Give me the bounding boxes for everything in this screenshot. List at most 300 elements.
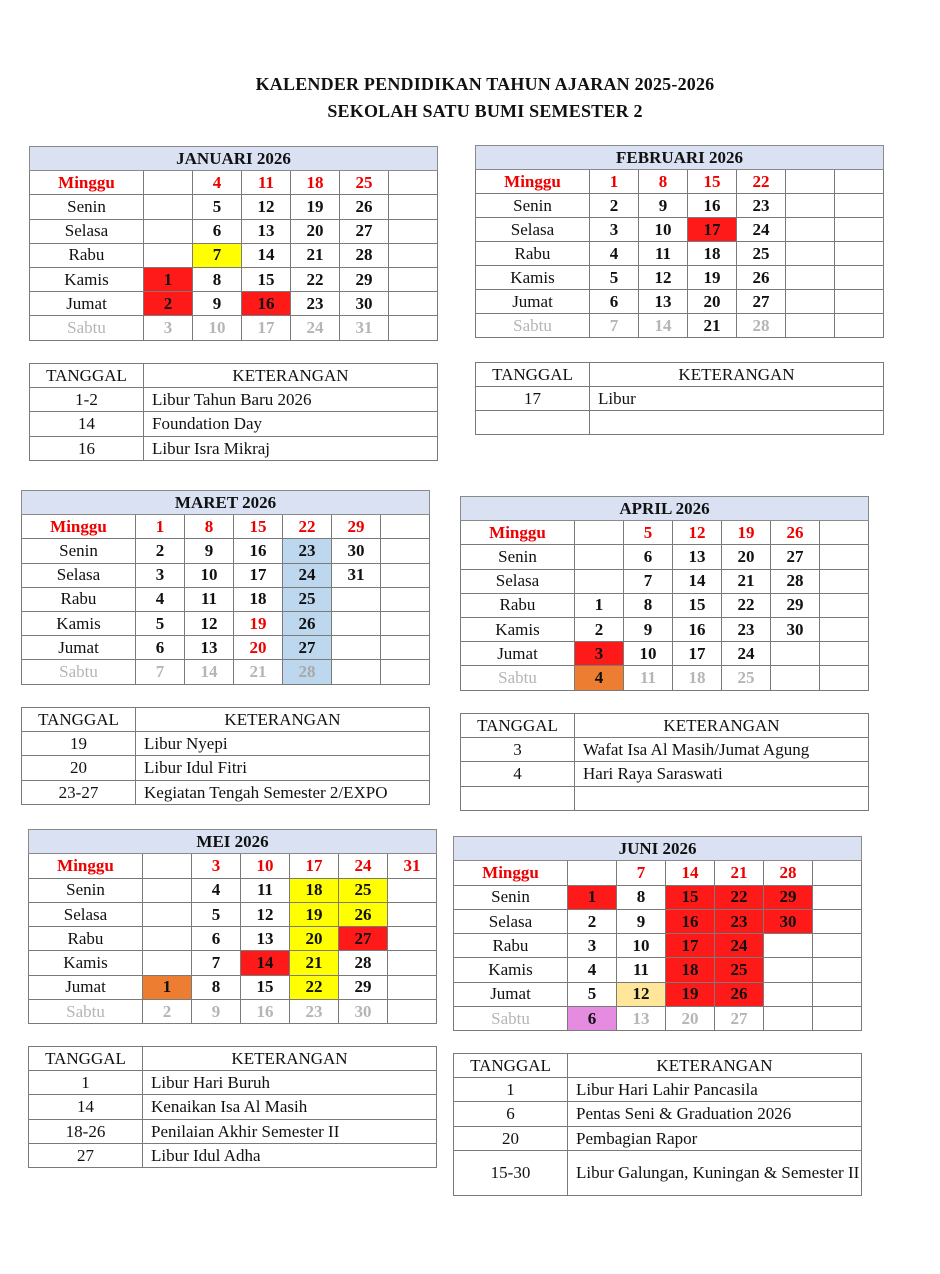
legend-row	[476, 387, 884, 411]
date-cell: 19	[291, 195, 340, 219]
week-row-senin	[454, 885, 862, 909]
date-cell: 25	[737, 242, 786, 266]
date-cell: 15	[241, 975, 290, 999]
date-cell	[143, 951, 192, 975]
date-cell: 13	[242, 219, 291, 243]
date-cell: 23	[737, 194, 786, 218]
date-cell	[144, 219, 193, 243]
date-cell	[820, 569, 869, 593]
legend-date	[461, 786, 575, 810]
date-cell	[835, 170, 884, 194]
date-cell: 27	[737, 290, 786, 314]
date-cell: 1	[143, 975, 192, 999]
week-row-rabu	[30, 243, 438, 267]
date-cell: 30	[332, 539, 381, 563]
date-cell: 19	[234, 611, 283, 635]
date-cell: 28	[771, 569, 820, 593]
date-cell: 6	[568, 1007, 617, 1031]
date-cell: 17	[290, 854, 339, 878]
date-cell: 23	[291, 292, 340, 316]
day-name-selasa: Selasa	[22, 563, 136, 587]
legend-row	[461, 738, 869, 762]
date-cell: 18	[688, 242, 737, 266]
legend-date: 23-27	[22, 780, 136, 804]
day-name-senin: Senin	[29, 878, 143, 902]
date-cell: 16	[688, 194, 737, 218]
legend-row	[29, 1095, 437, 1119]
date-cell: 7	[590, 314, 639, 338]
date-cell: 27	[715, 1007, 764, 1031]
date-cell	[388, 951, 437, 975]
date-cell: 3	[590, 218, 639, 242]
date-cell	[389, 243, 438, 267]
date-cell: 8	[624, 593, 673, 617]
week-row-kamis	[22, 611, 430, 635]
legend-date: 1-2	[30, 388, 144, 412]
legend-row	[30, 436, 438, 460]
date-cell: 15	[688, 170, 737, 194]
legend-description: Pembagian Rapor	[568, 1126, 862, 1150]
legend-date: 20	[454, 1126, 568, 1150]
legend-date: 4	[461, 762, 575, 786]
legend-description: Pentas Seni & Graduation 2026	[568, 1102, 862, 1126]
day-name-kamis: Kamis	[476, 266, 590, 290]
date-cell: 29	[764, 885, 813, 909]
date-cell: 10	[639, 218, 688, 242]
date-cell: 7	[192, 951, 241, 975]
date-cell	[835, 266, 884, 290]
date-cell	[771, 642, 820, 666]
week-row-jumat	[22, 636, 430, 660]
day-name-kamis: Kamis	[454, 958, 568, 982]
legend-header-date: TANGGAL	[22, 708, 136, 732]
date-cell: 23	[290, 1000, 339, 1024]
date-cell: 12	[185, 611, 234, 635]
date-cell: 22	[283, 515, 332, 539]
date-cell: 26	[771, 521, 820, 545]
day-name-rabu: Rabu	[476, 242, 590, 266]
legend-description: Libur Nyepi	[136, 732, 430, 756]
week-row-senin	[461, 545, 869, 569]
date-cell: 25	[340, 171, 389, 195]
legend-header-date: TANGGAL	[461, 714, 575, 738]
legend-date: 18-26	[29, 1119, 143, 1143]
date-cell	[786, 314, 835, 338]
legend-row	[29, 1119, 437, 1143]
week-row-selasa	[22, 563, 430, 587]
week-row-jumat	[454, 982, 862, 1006]
week-row-sabtu	[30, 316, 438, 340]
date-cell: 23	[722, 617, 771, 641]
day-name-jumat: Jumat	[454, 982, 568, 1006]
date-cell: 13	[185, 636, 234, 660]
day-name-senin: Senin	[476, 194, 590, 218]
legend-date: 17	[476, 387, 590, 411]
week-row-jumat	[30, 292, 438, 316]
date-cell: 11	[185, 587, 234, 611]
week-row-kamis	[30, 267, 438, 291]
month-calendar-mei	[28, 829, 437, 1024]
date-cell: 27	[340, 219, 389, 243]
date-cell: 16	[673, 617, 722, 641]
date-cell: 26	[339, 902, 388, 926]
legend-header-date: TANGGAL	[29, 1047, 143, 1071]
date-cell: 6	[136, 636, 185, 660]
legend-header-desc: KETERANGAN	[144, 364, 438, 388]
month-title: MEI 2026	[29, 830, 437, 854]
date-cell	[786, 218, 835, 242]
date-cell	[813, 934, 862, 958]
date-cell: 26	[283, 611, 332, 635]
date-cell: 26	[340, 195, 389, 219]
date-cell	[388, 975, 437, 999]
date-cell: 29	[340, 267, 389, 291]
legend-date: 3	[461, 738, 575, 762]
page-subtitle: SEKOLAH SATU BUMI SEMESTER 2	[327, 101, 643, 121]
date-cell	[388, 878, 437, 902]
date-cell: 19	[290, 902, 339, 926]
date-cell: 11	[617, 958, 666, 982]
week-row-kamis	[476, 266, 884, 290]
date-cell: 11	[242, 171, 291, 195]
week-row-minggu	[22, 515, 430, 539]
week-row-sabtu	[461, 666, 869, 690]
date-cell: 28	[764, 861, 813, 885]
legend-date: 20	[22, 756, 136, 780]
day-name-rabu: Rabu	[461, 593, 575, 617]
date-cell: 21	[290, 951, 339, 975]
day-name-minggu: Minggu	[30, 171, 144, 195]
date-cell	[813, 909, 862, 933]
day-name-jumat: Jumat	[476, 290, 590, 314]
day-name-sabtu: Sabtu	[22, 660, 136, 684]
week-row-sabtu	[22, 660, 430, 684]
date-cell	[771, 666, 820, 690]
day-name-rabu: Rabu	[29, 927, 143, 951]
date-cell: 20	[234, 636, 283, 660]
week-row-minggu	[454, 861, 862, 885]
legend-description: Libur Idul Fitri	[136, 756, 430, 780]
date-cell	[388, 902, 437, 926]
week-row-sabtu	[476, 314, 884, 338]
date-cell: 17	[688, 218, 737, 242]
legend-date: 1	[29, 1071, 143, 1095]
date-cell	[813, 982, 862, 1006]
date-cell: 24	[283, 563, 332, 587]
date-cell: 2	[575, 617, 624, 641]
legend-description: Libur Galungan, Kuningan & Semester II	[568, 1150, 862, 1195]
day-name-senin: Senin	[30, 195, 144, 219]
legend-description: Kegiatan Tengah Semester 2/EXPO	[136, 780, 430, 804]
date-cell: 6	[624, 545, 673, 569]
date-cell: 19	[722, 521, 771, 545]
legend-header-desc: KETERANGAN	[143, 1047, 437, 1071]
date-cell: 20	[290, 927, 339, 951]
date-cell	[820, 593, 869, 617]
legend-row	[454, 1126, 862, 1150]
date-cell: 3	[136, 563, 185, 587]
month-title: FEBRUARI 2026	[476, 146, 884, 170]
legend-description: Foundation Day	[144, 412, 438, 436]
date-cell: 25	[715, 958, 764, 982]
day-name-sabtu: Sabtu	[454, 1007, 568, 1031]
date-cell: 3	[575, 642, 624, 666]
date-cell: 22	[715, 885, 764, 909]
date-cell: 4	[575, 666, 624, 690]
date-cell: 1	[136, 515, 185, 539]
date-cell	[144, 171, 193, 195]
date-cell: 22	[737, 170, 786, 194]
date-cell: 12	[639, 266, 688, 290]
week-row-kamis	[454, 958, 862, 982]
legend-row	[454, 1078, 862, 1102]
date-cell	[813, 861, 862, 885]
legend-description	[575, 786, 869, 810]
date-cell	[332, 587, 381, 611]
date-cell: 25	[722, 666, 771, 690]
date-cell: 1	[568, 885, 617, 909]
date-cell: 14	[241, 951, 290, 975]
date-cell	[575, 521, 624, 545]
legend-description: Libur Hari Buruh	[143, 1071, 437, 1095]
date-cell	[820, 666, 869, 690]
date-cell: 27	[339, 927, 388, 951]
day-name-sabtu: Sabtu	[461, 666, 575, 690]
week-row-minggu	[461, 521, 869, 545]
week-row-selasa	[454, 909, 862, 933]
legend-header-date: TANGGAL	[30, 364, 144, 388]
date-cell	[143, 902, 192, 926]
legend-table-maret	[21, 707, 430, 805]
date-cell: 11	[639, 242, 688, 266]
date-cell: 30	[340, 292, 389, 316]
date-cell: 15	[234, 515, 283, 539]
date-cell: 5	[590, 266, 639, 290]
legend-date	[476, 411, 590, 435]
legend-header-desc: KETERANGAN	[136, 708, 430, 732]
date-cell: 1	[590, 170, 639, 194]
date-cell: 7	[624, 569, 673, 593]
date-cell: 9	[192, 1000, 241, 1024]
legend-description: Libur	[590, 387, 884, 411]
date-cell	[813, 885, 862, 909]
legend-table-mei	[28, 1046, 437, 1168]
date-cell: 20	[722, 545, 771, 569]
date-cell: 28	[340, 243, 389, 267]
date-cell: 2	[136, 539, 185, 563]
legend-header-date: TANGGAL	[476, 363, 590, 387]
date-cell: 11	[241, 878, 290, 902]
date-cell: 7	[136, 660, 185, 684]
week-row-minggu	[29, 854, 437, 878]
week-row-rabu	[476, 242, 884, 266]
date-cell: 18	[290, 878, 339, 902]
date-cell: 29	[771, 593, 820, 617]
date-cell: 25	[283, 587, 332, 611]
date-cell: 19	[666, 982, 715, 1006]
week-row-jumat	[461, 642, 869, 666]
date-cell	[389, 171, 438, 195]
date-cell: 14	[242, 243, 291, 267]
date-cell: 15	[673, 593, 722, 617]
week-row-selasa	[30, 219, 438, 243]
day-name-jumat: Jumat	[22, 636, 136, 660]
day-name-sabtu: Sabtu	[29, 1000, 143, 1024]
day-name-senin: Senin	[22, 539, 136, 563]
legend-row	[29, 1071, 437, 1095]
date-cell: 12	[617, 982, 666, 1006]
legend-date: 19	[22, 732, 136, 756]
legend-row	[454, 1102, 862, 1126]
date-cell: 18	[291, 171, 340, 195]
legend-date: 14	[30, 412, 144, 436]
date-cell: 22	[291, 267, 340, 291]
date-cell	[381, 611, 430, 635]
legend-table-juni	[453, 1053, 862, 1196]
date-cell: 24	[715, 934, 764, 958]
legend-row	[461, 762, 869, 786]
date-cell: 9	[185, 539, 234, 563]
date-cell: 1	[575, 593, 624, 617]
legend-header-desc: KETERANGAN	[568, 1054, 862, 1078]
date-cell: 26	[715, 982, 764, 1006]
month-calendar-januari	[29, 146, 438, 341]
date-cell: 29	[332, 515, 381, 539]
date-cell: 28	[283, 660, 332, 684]
day-name-minggu: Minggu	[29, 854, 143, 878]
legend-date: 15-30	[454, 1150, 568, 1195]
date-cell: 7	[193, 243, 242, 267]
date-cell	[764, 958, 813, 982]
date-cell	[786, 242, 835, 266]
date-cell: 31	[340, 316, 389, 340]
date-cell	[381, 660, 430, 684]
date-cell	[389, 267, 438, 291]
legend-row	[454, 1150, 862, 1195]
date-cell: 18	[234, 587, 283, 611]
date-cell: 21	[291, 243, 340, 267]
date-cell	[835, 314, 884, 338]
month-calendar-februari	[475, 145, 884, 338]
date-cell: 8	[192, 975, 241, 999]
week-row-selasa	[29, 902, 437, 926]
date-cell	[381, 515, 430, 539]
week-row-sabtu	[454, 1007, 862, 1031]
month-title: JANUARI 2026	[30, 147, 438, 171]
week-row-rabu	[22, 587, 430, 611]
week-row-senin	[22, 539, 430, 563]
day-name-rabu: Rabu	[30, 243, 144, 267]
date-cell: 23	[715, 909, 764, 933]
legend-table-januari	[29, 363, 438, 461]
date-cell: 9	[624, 617, 673, 641]
date-cell: 21	[715, 861, 764, 885]
date-cell: 20	[688, 290, 737, 314]
date-cell: 13	[617, 1007, 666, 1031]
date-cell: 3	[568, 934, 617, 958]
date-cell: 17	[673, 642, 722, 666]
legend-description: Wafat Isa Al Masih/Jumat Agung	[575, 738, 869, 762]
date-cell: 2	[143, 1000, 192, 1024]
legend-row	[461, 786, 869, 810]
date-cell: 20	[291, 219, 340, 243]
week-row-senin	[29, 878, 437, 902]
date-cell: 20	[666, 1007, 715, 1031]
date-cell: 31	[388, 854, 437, 878]
day-name-selasa: Selasa	[29, 902, 143, 926]
week-row-rabu	[461, 593, 869, 617]
week-row-minggu	[476, 170, 884, 194]
date-cell	[389, 292, 438, 316]
date-cell: 8	[185, 515, 234, 539]
date-cell	[820, 545, 869, 569]
date-cell	[813, 1007, 862, 1031]
date-cell	[820, 617, 869, 641]
week-row-jumat	[476, 290, 884, 314]
date-cell: 16	[234, 539, 283, 563]
date-cell: 5	[192, 902, 241, 926]
week-row-selasa	[476, 218, 884, 242]
date-cell	[381, 587, 430, 611]
date-cell: 30	[771, 617, 820, 641]
month-title: JUNI 2026	[454, 837, 862, 861]
date-cell: 11	[624, 666, 673, 690]
legend-header-desc: KETERANGAN	[590, 363, 884, 387]
legend-row	[30, 388, 438, 412]
date-cell: 8	[193, 267, 242, 291]
date-cell: 25	[339, 878, 388, 902]
date-cell: 12	[673, 521, 722, 545]
date-cell	[820, 642, 869, 666]
date-cell	[143, 927, 192, 951]
date-cell	[764, 982, 813, 1006]
date-cell: 1	[144, 267, 193, 291]
date-cell	[388, 1000, 437, 1024]
legend-row	[22, 756, 430, 780]
month-title: APRIL 2026	[461, 497, 869, 521]
date-cell: 5	[568, 982, 617, 1006]
date-cell: 18	[666, 958, 715, 982]
date-cell	[786, 266, 835, 290]
date-cell: 22	[290, 975, 339, 999]
day-name-kamis: Kamis	[461, 617, 575, 641]
date-cell: 14	[666, 861, 715, 885]
date-cell: 4	[136, 587, 185, 611]
legend-date: 6	[454, 1102, 568, 1126]
date-cell: 12	[242, 195, 291, 219]
date-cell: 30	[339, 1000, 388, 1024]
legend-header-desc: KETERANGAN	[575, 714, 869, 738]
date-cell: 5	[193, 195, 242, 219]
month-calendar-april	[460, 496, 869, 691]
day-name-senin: Senin	[454, 885, 568, 909]
date-cell	[575, 569, 624, 593]
date-cell: 10	[241, 854, 290, 878]
date-cell	[389, 219, 438, 243]
date-cell	[144, 195, 193, 219]
date-cell: 16	[666, 909, 715, 933]
legend-header-date: TANGGAL	[454, 1054, 568, 1078]
date-cell: 14	[639, 314, 688, 338]
legend-row	[476, 411, 884, 435]
week-row-kamis	[461, 617, 869, 641]
date-cell	[568, 861, 617, 885]
date-cell: 24	[722, 642, 771, 666]
date-cell: 24	[737, 218, 786, 242]
date-cell: 10	[185, 563, 234, 587]
date-cell: 24	[291, 316, 340, 340]
date-cell: 15	[666, 885, 715, 909]
